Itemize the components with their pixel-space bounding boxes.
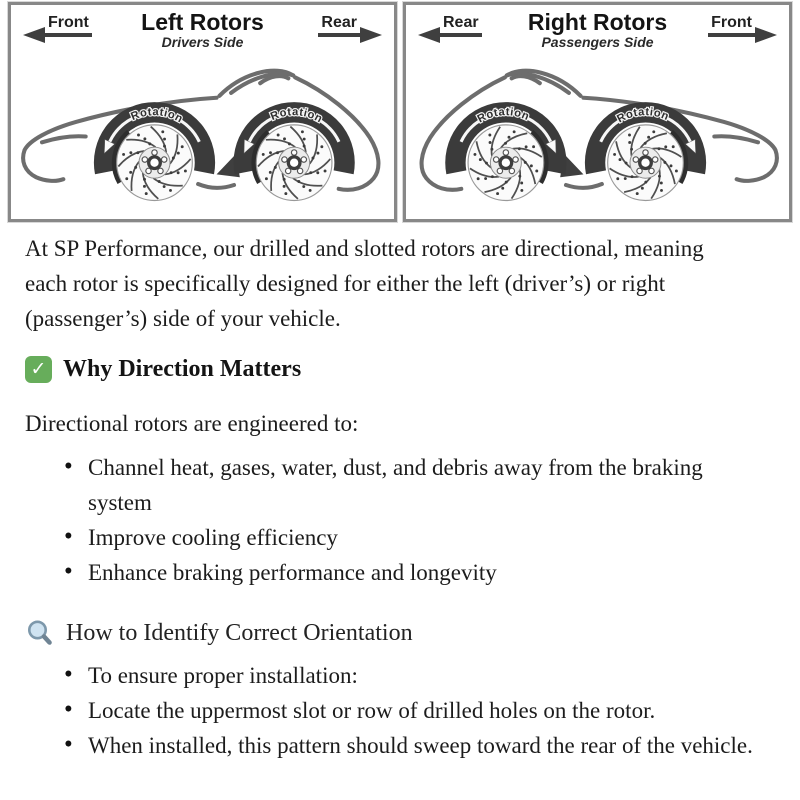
left-panel-title: Left Rotors [141,9,264,35]
front-label: Front [711,14,752,31]
identify-orientation-heading [25,617,770,649]
rear-direction-arrow [440,14,482,37]
left-rotors-panel [8,2,397,222]
rotor-direction-diagram [0,0,800,222]
right-rotors-panel [403,2,792,222]
intro-paragraph: At SP Performance, our drilled and slotted rotors are directional, meaning each rotor is specifically designed for either the left (driver’s) or right (passenger’s) side of your vehicle. [25,236,704,331]
heading-text: How to Identify Correct Orientation [66,620,413,646]
right-arrow-icon [360,27,382,43]
engineered-lead: Directional rotors are engineered to: [25,411,359,436]
left-panel-subtitle: Drivers Side [161,34,244,50]
right-car-illustration [406,57,789,217]
right-panel-title: Right Rotors [527,9,668,35]
heading-text: Why Direction Matters [63,356,302,382]
front-direction-arrow [45,14,92,37]
front-direction-arrow [708,14,755,37]
front-label: Front [48,14,89,31]
article-body [0,222,800,763]
check-mark-icon: ✓ [25,356,52,383]
list-item: • To ensure proper installation: [88,658,756,693]
left-arrow-icon [23,27,45,43]
svg-text:Rotation: Rotation [475,106,532,126]
list-item: • Enhance braking performance and longevity [88,555,756,590]
svg-text:Rotation: Rotation [268,106,325,126]
rear-direction-arrow [318,14,360,37]
right-arrow-icon [755,27,777,43]
orientation-list [25,658,770,763]
benefits-list [25,450,770,590]
magnifying-glass-icon [25,618,55,648]
left-arrow-icon [418,27,440,43]
right-panel-subtitle: Passengers Side [541,34,654,50]
rear-label: Rear [443,14,479,31]
svg-text:Rotation: Rotation [615,106,671,126]
list-item: • Locate the uppermost slot or row of drilled holes on the rotor. [88,693,756,728]
why-direction-matters-heading [25,353,770,385]
rear-label: Rear [321,14,357,31]
left-car-illustration [11,57,394,217]
right-panel-header [406,5,789,57]
left-panel-header [11,5,394,57]
svg-text:Rotation: Rotation [129,106,185,126]
list-item: • Channel heat, gases, water, dust, and debris away from the braking system [88,450,756,520]
list-item: • When installed, this pattern should sweep toward the rear of the vehicle. [88,728,756,763]
list-item: • Improve cooling efficiency [88,520,756,555]
